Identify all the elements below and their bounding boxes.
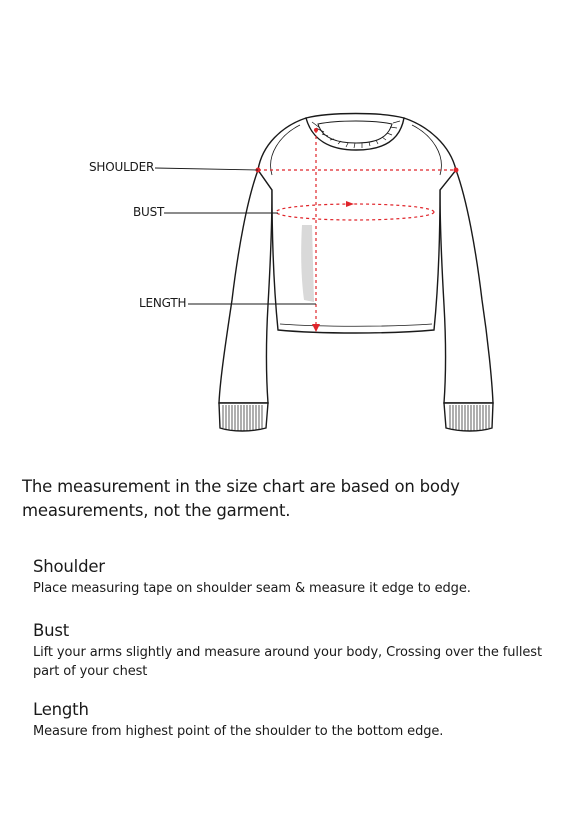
right-sleeve [440, 170, 493, 403]
length-section [33, 699, 553, 741]
length-heading: Length [33, 700, 89, 719]
intro-text: The measurement in the size chart are based on body measurements, not the garment. [22, 477, 460, 520]
shoulder-heading: Shoulder [33, 557, 105, 576]
shoulder-callout: SHOULDER [89, 160, 155, 174]
length-instructions: Measure from highest point of the shoulder to the bottom edge. [33, 724, 444, 739]
left-cuff [219, 403, 268, 431]
bust-heading: Bust [33, 621, 70, 640]
body-shadow [301, 225, 314, 302]
shoulder-leader [155, 168, 258, 170]
bust-callout: BUST [133, 205, 165, 219]
bust-instructions: Lift your arms slightly and measure around your body, Crossing over the fullest part of your chest [33, 645, 542, 679]
shoulder-instructions: Place measuring tape on shoulder seam & measure it edge to edge. [33, 581, 471, 596]
length-callout: LENGTH [139, 296, 187, 310]
bust-section [33, 620, 553, 681]
shoulder-section [33, 556, 553, 598]
left-sleeve [219, 170, 272, 403]
